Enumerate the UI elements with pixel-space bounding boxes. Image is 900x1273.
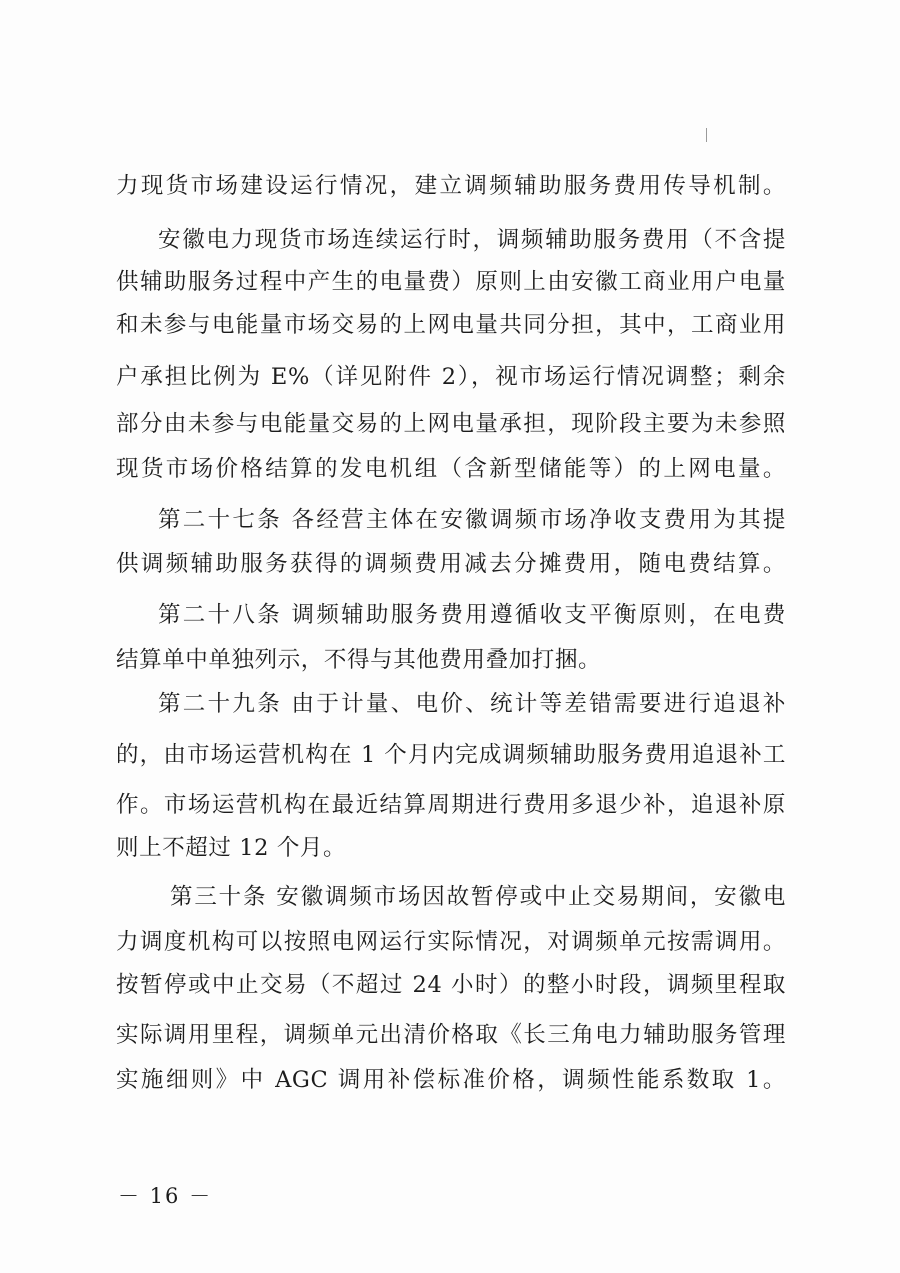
text-line: 按暂停或中止交易（不超过 24 小时）的整小时段，调频里程取 xyxy=(116,972,786,998)
text-line: 供辅助服务过程中产生的电量费）原则上由安徽工商业用户电量 xyxy=(116,269,786,295)
text-line: 的，由市场运营机构在 1 个月内完成调频辅助服务费用追退补工 xyxy=(116,742,786,768)
text-line: 和未参与电能量市场交易的上网电量共同分担，其中，工商业用 xyxy=(116,312,786,338)
text-line: 实际调用里程，调频单元出清价格取《长三角电力辅助服务管理 xyxy=(116,1022,786,1048)
text-line: 作。市场运营机构在最近结算周期进行费用多退少补，追退补原 xyxy=(116,792,786,818)
text-line: 力调度机构可以按照电网运行实际情况，对调频单元按需调用。 xyxy=(116,929,786,955)
text-line: 户承担比例为 E%（详见附件 2），视市场运行情况调整；剩余 xyxy=(116,364,786,390)
text-line: 则上不超过 12 个月。 xyxy=(116,835,347,861)
text-line: 现货市场价格结算的发电机组（含新型储能等）的上网电量。 xyxy=(116,456,786,482)
section-heading-28: 第二十八条 调频辅助服务费用遵循收支平衡原则，在电费 xyxy=(158,602,786,628)
page-number: － 16 － xyxy=(118,1184,213,1208)
text-line: 安徽电力现货市场连续运行时，调频辅助服务费用（不含提 xyxy=(158,227,786,253)
text-line: 部分由未参与电能量交易的上网电量承担，现阶段主要为未参照 xyxy=(116,411,786,437)
section-heading-29: 第二十九条 由于计量、电价、统计等差错需要进行追退补 xyxy=(158,691,786,717)
text-line: 实施细则》中 AGC 调用补偿标准价格，调频性能系数取 1。 xyxy=(116,1067,786,1093)
scan-mark xyxy=(706,128,707,142)
section-heading-30: 第三十条 安徽调频市场因故暂停或中止交易期间，安徽电 xyxy=(170,884,786,910)
text-line: 结算单中单独列示，不得与其他费用叠加打捆。 xyxy=(116,647,602,673)
text-line: 力现货市场建设运行情况，建立调频辅助服务费用传导机制。 xyxy=(116,173,786,199)
text-line: 供调频辅助服务获得的调频费用减去分摊费用，随电费结算。 xyxy=(116,551,786,577)
section-heading-27: 第二十七条 各经营主体在安徽调频市场净收支费用为其提 xyxy=(158,507,786,533)
